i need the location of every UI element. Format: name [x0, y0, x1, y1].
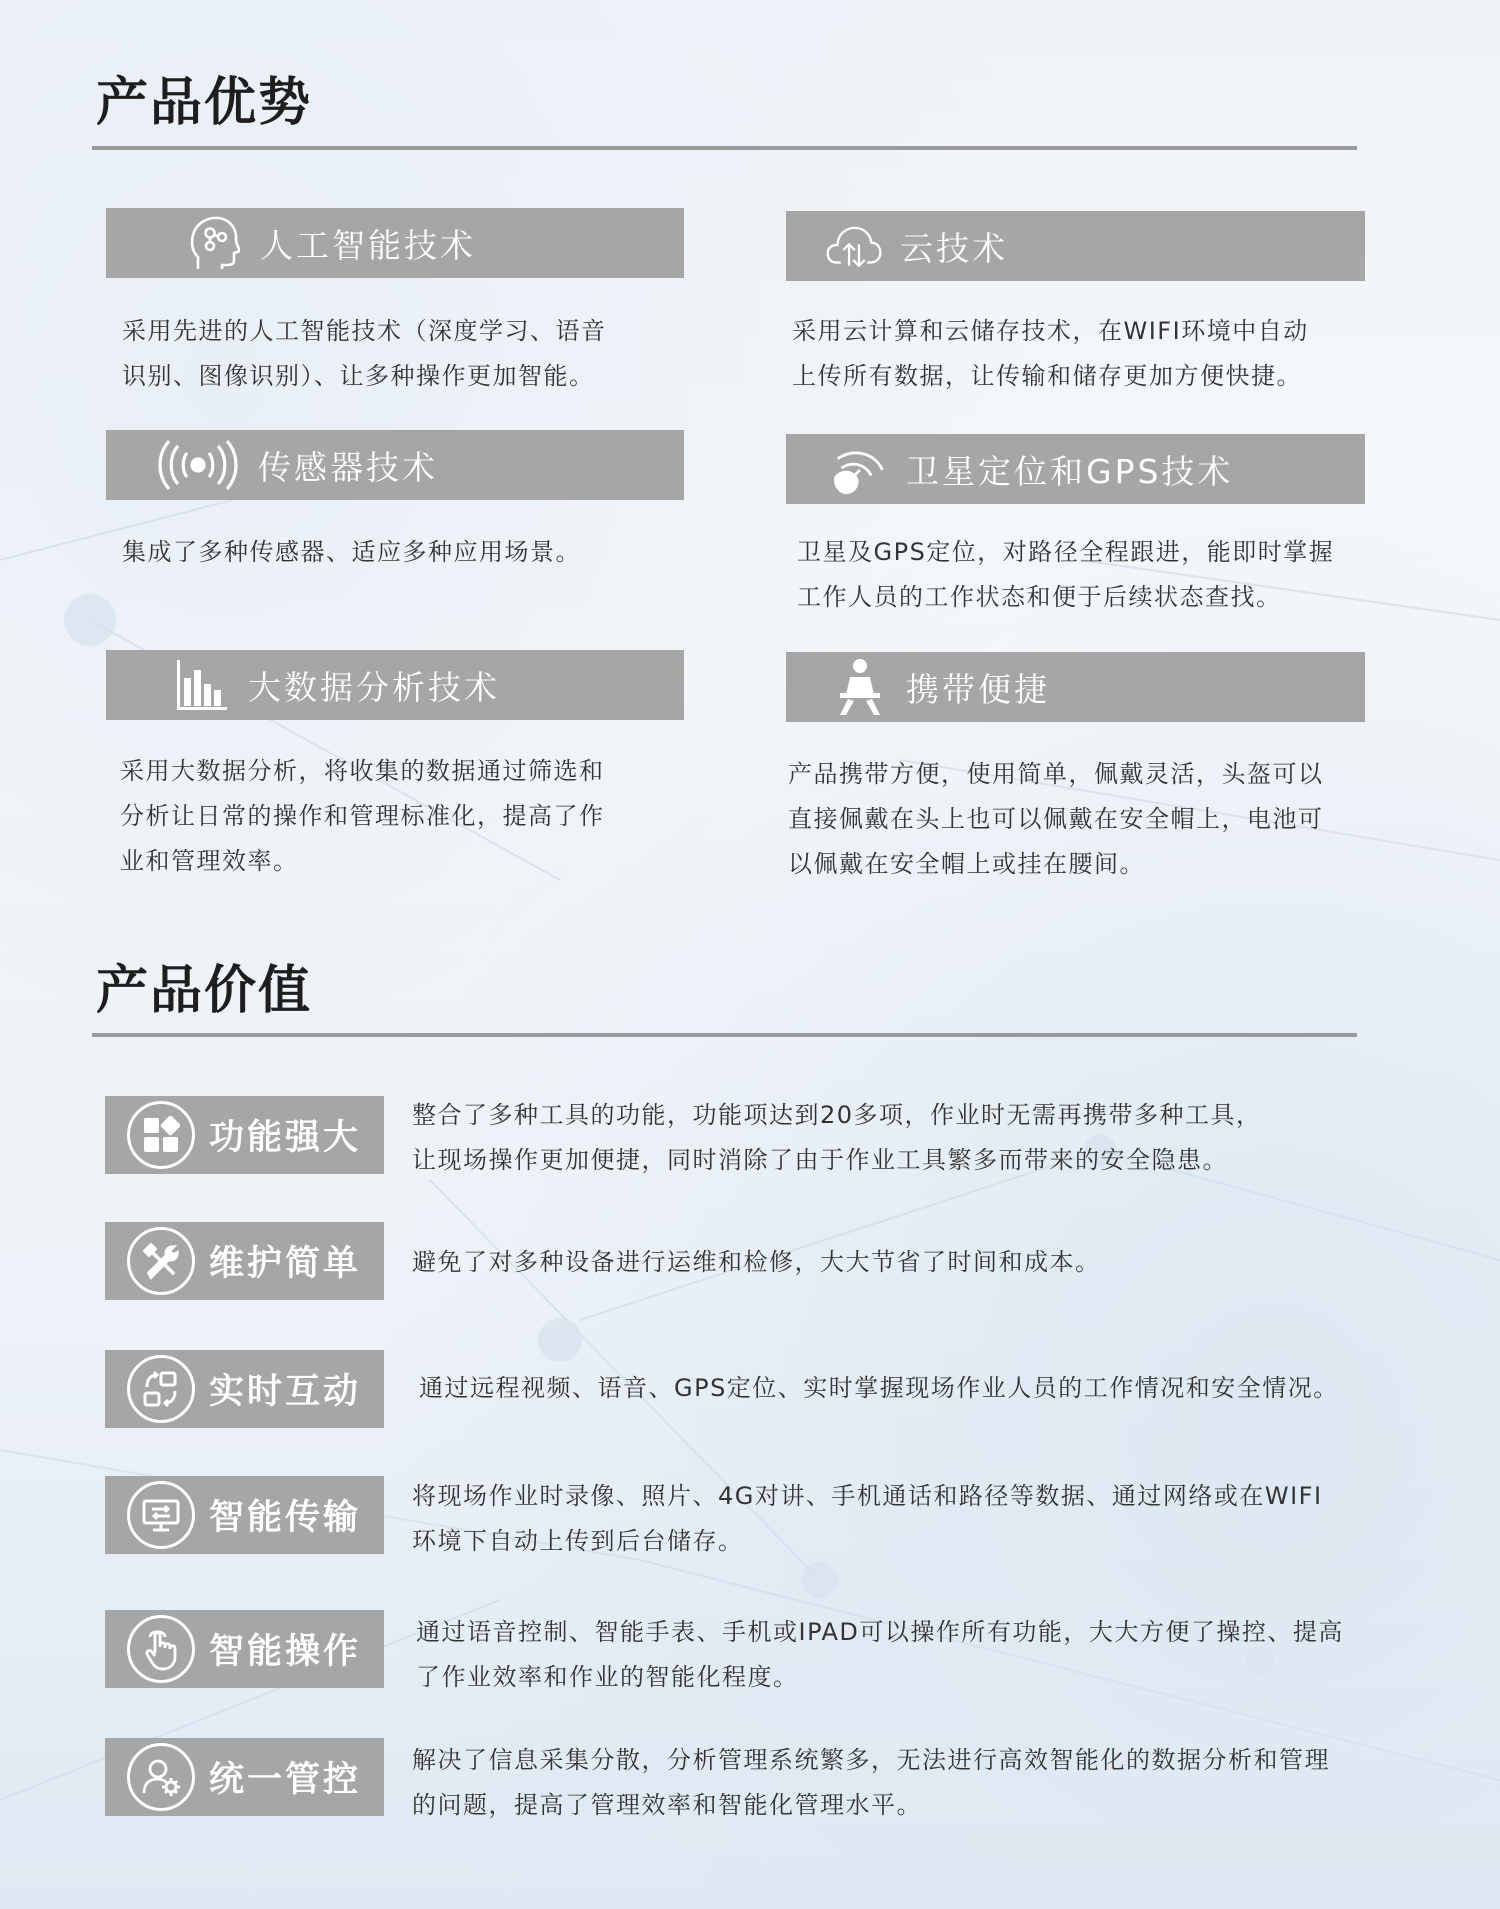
feature-portable-desc: 产品携带方便，使用简单，佩戴灵活，头盔可以 直接佩戴在头上也可以佩戴在安全帽上，电池可 以佩戴在安全帽上或挂在腰间。: [788, 760, 1324, 878]
feature-portable-label: 携带便捷: [906, 669, 1050, 709]
value-transfer-desc: 将现场作业时录像、照片、4G对讲、手机通话和路径等数据、通过网络或在WIFI 环境下自动上传到后台储存。: [412, 1482, 1323, 1555]
user-gear-icon: [127, 1743, 195, 1811]
value-control-desc: 解决了信息采集分散，分析管理系统繁多，无法进行高效智能化的数据分析和管理 的问题，提高了管理效率和智能化管理水平。: [412, 1746, 1330, 1819]
feature-bigdata-desc: 采用大数据分析，将收集的数据通过筛选和 分析让日常的操作和管理标准化，提高了作 业和管理效率。: [120, 757, 605, 875]
value-powerful-desc: 整合了多种工具的功能，功能项达到20多项，作业时无需再携带多种工具， 让现场操作更加便捷，同时消除了由于作业工具繁多而带来的安全隐患。: [412, 1101, 1262, 1174]
value-transfer-bar: [105, 1476, 384, 1554]
value-operation-desc: 通过语音控制、智能手表、手机或IPAD可以操作所有功能，大大方便了操控、提高 了作业效率和作业的智能化程度。: [416, 1618, 1344, 1691]
satellite-icon: [832, 441, 888, 497]
value-realtime-desc: 通过远程视频、语音、GPS定位、实时掌握现场作业人员的工作情况和安全情况。: [419, 1374, 1339, 1402]
feature-gps-label: 卫星定位和GPS技术: [906, 451, 1234, 491]
value-realtime-label: 实时互动: [209, 1372, 362, 1412]
feature-gps-bar: [786, 434, 1365, 504]
touch-hand-icon: [127, 1615, 195, 1683]
sensor-icon: [156, 437, 240, 493]
feature-ai-desc: 采用先进的人工智能技术（深度学习、语音 识别、图像识别）、让多种操作更加智能。: [122, 317, 607, 390]
feature-sensor-label: 传感器技术: [258, 447, 438, 487]
cloud-icon: [826, 218, 882, 274]
value-control-bar: [105, 1738, 384, 1816]
feature-cloud-desc: 采用云计算和云储存技术，在WIFI环境中自动 上传所有数据，让传输和储存更加方便快捷。: [792, 317, 1309, 390]
value-realtime-bar: [105, 1350, 384, 1428]
feature-bigdata-bar: [106, 650, 684, 720]
feature-cloud-label: 云技术: [900, 228, 1008, 268]
advantages-title: 产品优势: [96, 73, 313, 133]
value-powerful-bar: [105, 1096, 384, 1174]
feature-ai-bar: [106, 208, 684, 278]
feature-bigdata-label: 大数据分析技术: [248, 667, 500, 707]
monitor-transfer-icon: [127, 1481, 195, 1549]
portable-icon: [832, 659, 888, 715]
value-transfer-label: 智能传输: [209, 1498, 362, 1538]
ai-head-icon: [186, 215, 242, 271]
feature-sensor-bar: [106, 430, 684, 500]
sync-icon: [127, 1355, 195, 1423]
value-maintenance-bar: [105, 1222, 384, 1300]
value-powerful-label: 功能强大: [209, 1118, 362, 1158]
feature-cloud-bar: [786, 211, 1365, 281]
values-title: 产品价值: [96, 961, 313, 1021]
bar-chart-icon: [174, 657, 230, 713]
feature-portable-bar: [786, 652, 1365, 722]
value-maintenance-label: 维护简单: [209, 1244, 362, 1284]
value-maintenance-desc: 避免了对多种设备进行运维和检修，大大节省了时间和成本。: [412, 1248, 1101, 1276]
tools-icon: [127, 1227, 195, 1295]
feature-gps-desc: 卫星及GPS定位，对路径全程跟进，能即时掌握 工作人员的工作状态和便于后续状态查找。: [797, 538, 1335, 611]
value-control-label: 统一管控: [209, 1760, 362, 1800]
feature-ai-label: 人工智能技术: [260, 225, 476, 265]
value-operation-label: 智能操作: [209, 1632, 362, 1672]
app-grid-icon: [127, 1101, 195, 1169]
feature-sensor-desc: 集成了多种传感器、适应多种应用场景。: [122, 538, 581, 566]
values-divider: [92, 1033, 1357, 1037]
advantages-divider: [92, 146, 1357, 150]
value-operation-bar: [105, 1610, 384, 1688]
